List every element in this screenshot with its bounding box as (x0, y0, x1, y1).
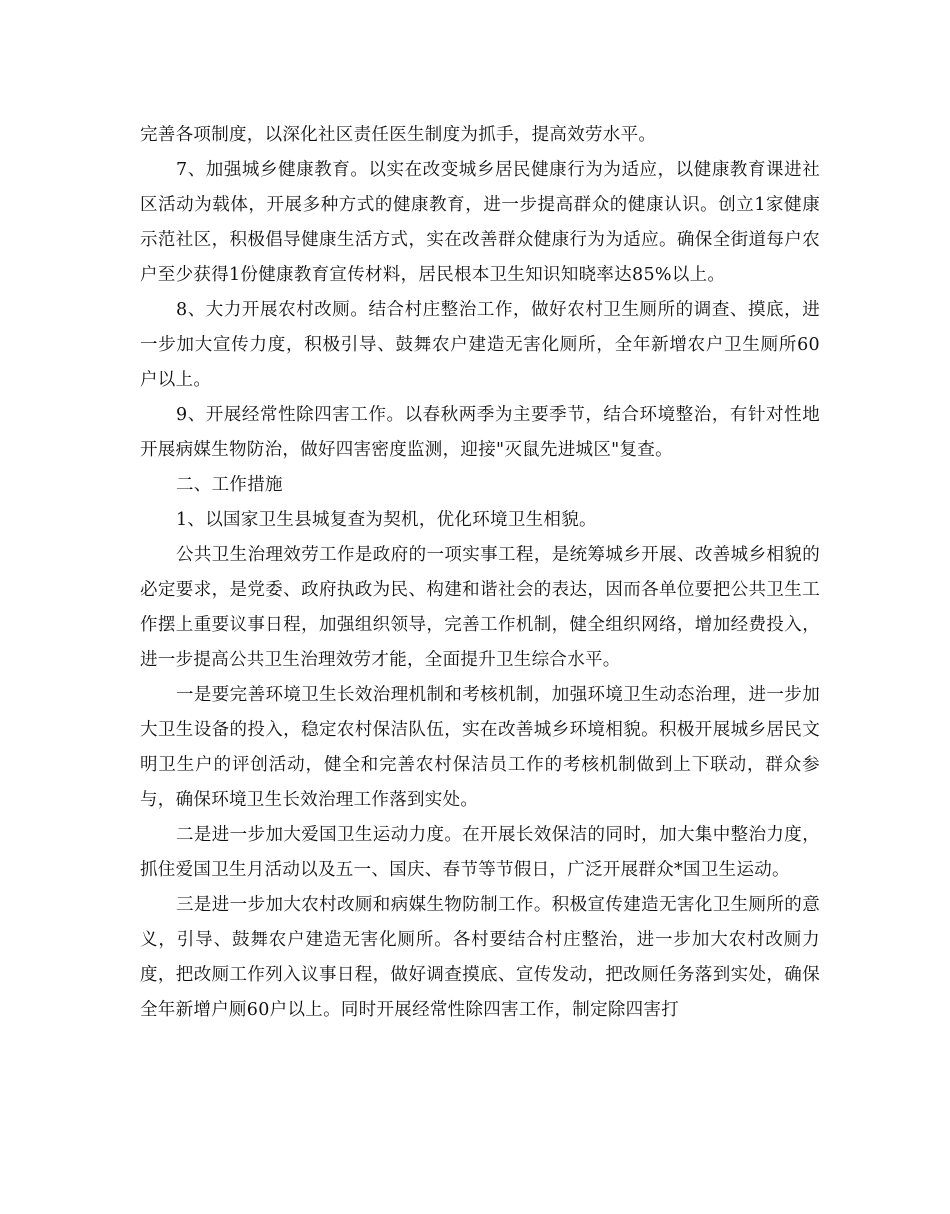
paragraph-4: 9、开展经常性除四害工作。以春秋两季为主要季节，结合环境整治，有针对性地开展病媒生物防治，做好四害密度监测，迎接"灭鼠先进城区"复查。 (140, 405, 820, 460)
paragraph-7: 公共卫生治理效劳工作是政府的一项实事工程，是统筹城乡开展、改善城乡相貌的必定要求，是党委、政府执政为民、构建和谐社会的表达，因而各单位要把公共卫生工作摆上重要议事日程，加强组织领导，完善工作机制，健全组织网络，增加经费投入，进一步提高公共卫生治理效劳才能，全面提升卫生综合水平。 (140, 545, 820, 670)
paragraph-1: 完善各项制度，以深化社区责任医生制度为抓手，提高效劳水平。 (140, 125, 657, 145)
paragraph-8: 一是要完善环境卫生长效治理机制和考核机制，加强环境卫生动态治理，进一步加大卫生设备的投入，稳定农村保洁队伍，实在改善城乡环境相貌。积极开展城乡居民文明卫生户的评创活动，健全和完善农村保洁员工作的考核机制做到上下联动，群众参与，确保环境卫生长效治理工作落到实处。 (140, 685, 820, 810)
subsection-heading: 1、以国家卫生县城复查为契机，优化环境卫生相貌。 (176, 510, 597, 530)
section-heading: 二、工作措施 (176, 475, 283, 495)
paragraph-3: 8、大力开展农村改厕。结合村庄整治工作，做好农村卫生厕所的调查、摸底，进一步加大宣传力度，积极引导、鼓舞农户建造无害化厕所，全年新增农户卫生厕所60户以上。 (140, 300, 820, 390)
paragraph-9: 二是进一步加大爱国卫生运动力度。在开展长效保洁的同时，加大集中整治力度，抓住爱国卫生月活动以及五一、国庆、春节等节假日，广泛开展群众*国卫生运动。 (140, 825, 820, 880)
paragraph-10: 三是进一步加大农村改厕和病媒生物防制工作。积极宣传建造无害化卫生厕所的意义，引导、鼓舞农户建造无害化厕所。各村要结合村庄整治，进一步加大农村改厕力度，把改厕工作列入议事日程，做好调查摸底、宣传发动，把改厕任务落到实处，确保全年新增户厕60户以上。同时开展经常性除四害工作，制定除四害打 (140, 895, 820, 1020)
document-body (140, 118, 820, 1028)
paragraph-2: 7、加强城乡健康教育。以实在改变城乡居民健康行为为适应，以健康教育课进社区活动为载体，开展多种方式的健康教育，进一步提高群众的健康认识。创立1家健康示范社区，积极倡导健康生活方式，实在改善群众健康行为为适应。确保全街道每户农户至少获得1份健康教育宣传材料，居民根本卫生知识知晓率达85%以上。 (140, 160, 820, 285)
